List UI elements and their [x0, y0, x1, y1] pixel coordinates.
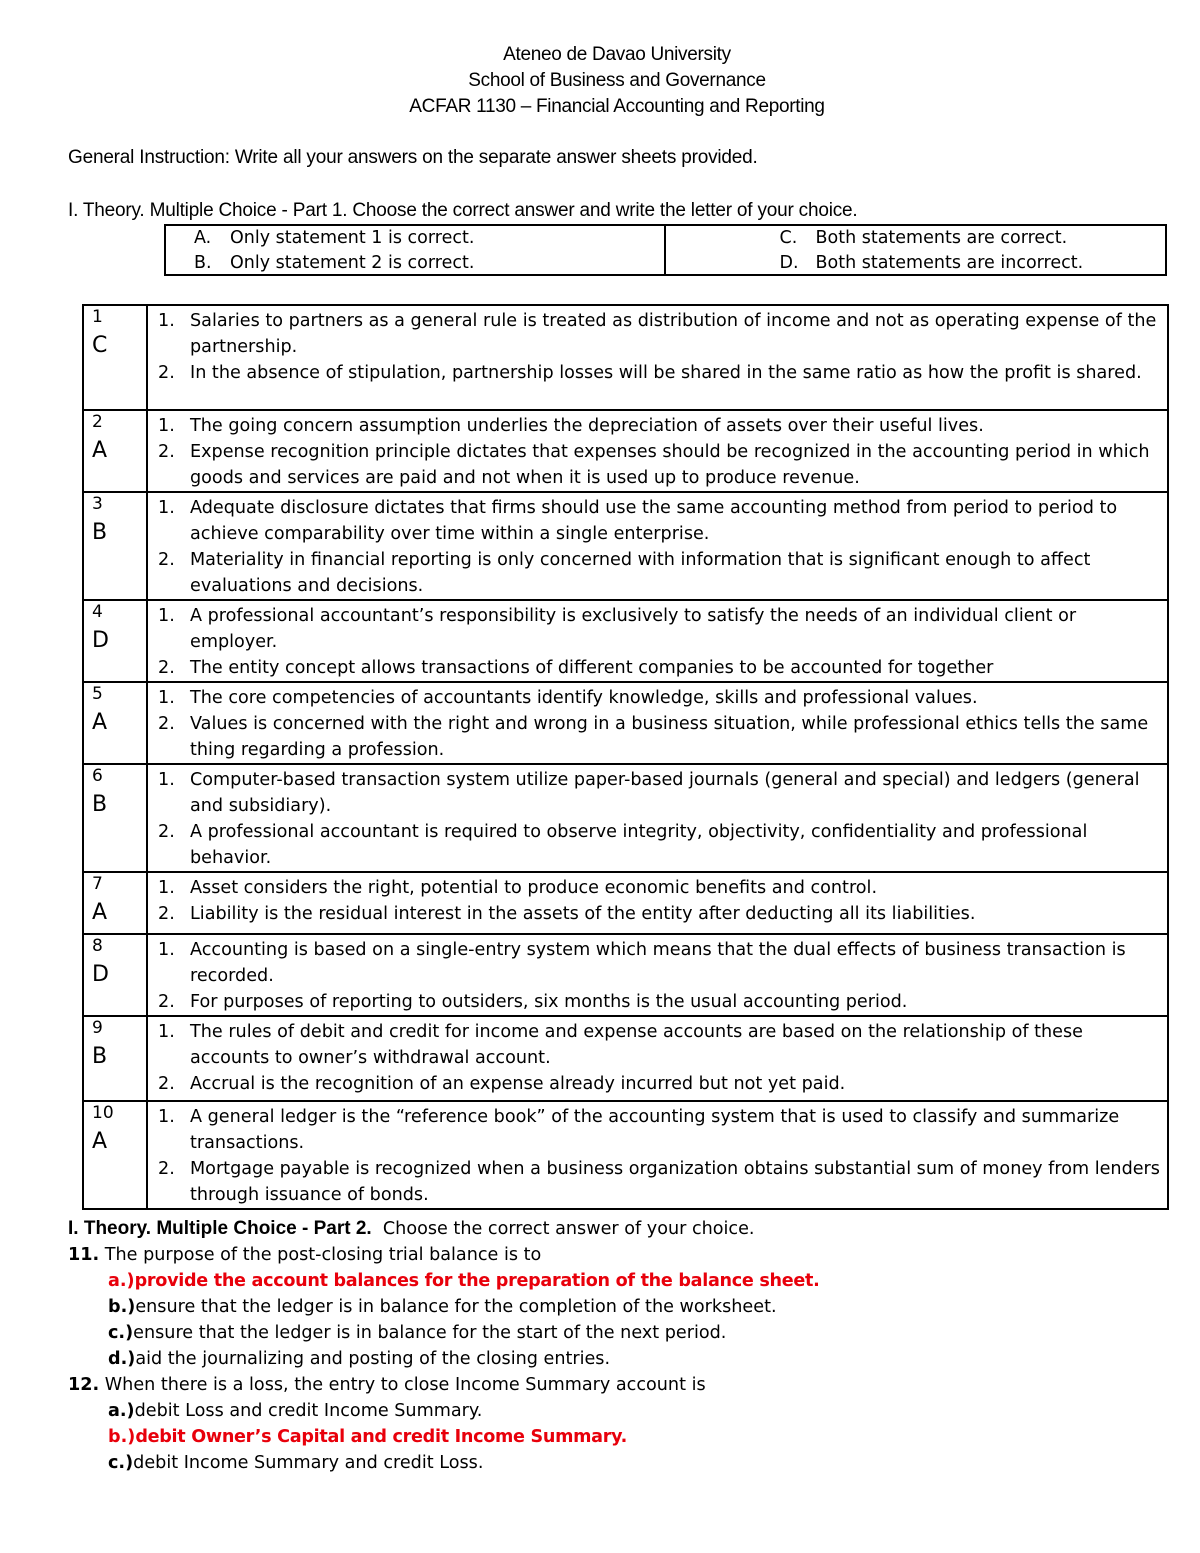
statement-item: 2. Accrual is the recognition of an expense already incurred but not yet paid.	[158, 1074, 846, 1094]
question-answer: D	[92, 628, 109, 653]
question-number: 2	[92, 412, 103, 432]
statement-item: 2. Materiality in financial reporting is only concerned with information that is significant enough to affect evaluations and decisions.	[158, 550, 1091, 596]
question-cell	[83, 600, 147, 682]
statements-cell	[147, 764, 1168, 872]
choice-11-b: b.)ensure that the ledger is in balance for the completion of the worksheet.	[108, 1297, 777, 1317]
statement-item: 1. Computer-based transaction system utilize paper-based journals (general and special) and ledgers (general and subsidiary).	[158, 770, 1140, 816]
part2-section	[68, 1216, 1168, 1476]
document-header	[0, 42, 1200, 120]
choice-12-b: b.)debit Owner’s Capital and credit Income Summary.	[108, 1427, 628, 1447]
statement-item: 2. In the absence of stipulation, partnership losses will be shared in the same ratio as how the profit is shared.	[158, 363, 1142, 383]
table-row	[83, 1016, 1168, 1101]
school-name: School of Business and Governance	[468, 70, 766, 91]
question-cell	[83, 305, 147, 410]
questions-table	[82, 304, 1169, 1210]
legend-column-left	[166, 226, 666, 274]
course-title: ACFAR 1130 – Financial Accounting and Reporting	[409, 96, 825, 117]
question-cell	[83, 764, 147, 872]
question-cell	[83, 682, 147, 764]
statements-cell	[147, 934, 1168, 1016]
question-answer: B	[92, 1044, 108, 1069]
question-cell	[83, 492, 147, 600]
question-answer: A	[92, 710, 108, 735]
statement-item: 2. Values is concerned with the right and wrong in a business situation, while professional ethics tells the same thing regarding a profession.	[158, 714, 1149, 760]
statement-item: 2. Expense recognition principle dictates that expenses should be recognized in the accounting period in which goods and services are paid and not when it is used up to produce revenue.	[158, 442, 1150, 488]
statement-item: 2. The entity concept allows transactions of different companies to be accounted for together	[158, 658, 994, 678]
question-answer: A	[92, 900, 108, 925]
question-cell	[83, 1016, 147, 1101]
question-cell	[83, 410, 147, 492]
choice-12-c: c.)debit Income Summary and credit Loss.	[108, 1453, 484, 1473]
statement-item: 1. A general ledger is the “reference book” of the accounting system that is used to classify and summarize transactions.	[158, 1107, 1120, 1153]
statement-item: 1. Asset considers the right, potential to produce economic benefits and control.	[158, 878, 878, 898]
statement-item: 2. Mortgage payable is recognized when a business organization obtains substantial sum of money from lenders through issuance of bonds.	[158, 1159, 1160, 1205]
question-answer: B	[92, 792, 108, 817]
statements-cell	[147, 410, 1168, 492]
statements-cell	[147, 600, 1168, 682]
question-number: 3	[92, 494, 103, 514]
legend-option-c: C. Both statements are correct.	[779, 228, 1068, 248]
statements-cell	[147, 492, 1168, 600]
question-answer: B	[92, 520, 108, 545]
question-answer: D	[92, 962, 109, 987]
question-cell	[83, 934, 147, 1016]
table-row	[83, 410, 1168, 492]
statement-item: 1. Salaries to partners as a general rule is treated as distribution of income and not as operating expense of the partnership.	[158, 311, 1157, 357]
question-number: 6	[92, 766, 103, 786]
question-number: 7	[92, 874, 103, 894]
question-cell	[83, 872, 147, 934]
question-answer: A	[92, 438, 108, 463]
statement-item: 2. For purposes of reporting to outsiders, six months is the usual accounting period.	[158, 992, 908, 1012]
table-row	[83, 872, 1168, 934]
university-name: Ateneo de Davao University	[503, 44, 731, 65]
question-cell	[83, 1101, 147, 1209]
question-number: 10	[92, 1103, 114, 1123]
choice-11-d: d.)aid the journalizing and posting of the closing entries.	[108, 1349, 611, 1369]
question-number: 5	[92, 684, 103, 704]
question-number: 1	[92, 307, 103, 327]
legend-column-right	[666, 226, 1166, 274]
question-answer: A	[92, 1129, 108, 1154]
statements-cell	[147, 872, 1168, 934]
question-11: 11. The purpose of the post-closing trial balance is to	[68, 1245, 542, 1265]
question-answer: C	[92, 333, 108, 358]
statement-item: 2. Liability is the residual interest in the assets of the entity after deducting all its liabilities.	[158, 904, 976, 924]
statements-cell	[147, 1016, 1168, 1101]
statements-cell	[147, 682, 1168, 764]
statement-item: 1. The rules of debit and credit for income and expense accounts are based on the relationship of these accounts to owner’s withdrawal account.	[158, 1022, 1083, 1068]
table-row	[83, 764, 1168, 872]
question-12: 12. When there is a loss, the entry to close Income Summary account is	[68, 1375, 706, 1395]
general-instruction: General Instruction: Write all your answers on the separate answer sheets provided.	[68, 147, 758, 168]
legend-option-d: D. Both statements are incorrect.	[779, 253, 1084, 273]
statements-cell	[147, 305, 1168, 410]
statement-item: 1. The going concern assumption underlies the depreciation of assets over their useful lives.	[158, 416, 984, 436]
table-row	[83, 305, 1168, 410]
legend-option-b: B. Only statement 2 is correct.	[194, 253, 475, 273]
legend-option-a: A. Only statement 1 is correct.	[194, 228, 475, 248]
statement-item: 1. Adequate disclosure dictates that firms should use the same accounting method from period to period to achieve comparability over time within a single enterprise.	[158, 498, 1118, 544]
question-number: 9	[92, 1018, 103, 1038]
part1-title: I. Theory. Multiple Choice - Part 1. Choose the correct answer and write the letter of your choice.	[68, 200, 858, 221]
choice-11-a: a.)provide the account balances for the preparation of the balance sheet.	[108, 1271, 820, 1291]
choice-12-a: a.)debit Loss and credit Income Summary.	[108, 1401, 483, 1421]
table-row	[83, 492, 1168, 600]
statement-item: 1. Accounting is based on a single-entry system which means that the dual effects of business transaction is recorded.	[158, 940, 1126, 986]
table-row	[83, 934, 1168, 1016]
table-row	[83, 1101, 1168, 1209]
statement-item: 2. A professional accountant is required to observe integrity, objectivity, confidentiality and professional behavior.	[158, 822, 1088, 868]
statement-item: 1. A professional accountant’s responsibility is exclusively to satisfy the needs of an individual client or employer.	[158, 606, 1077, 652]
statement-item: 1. The core competencies of accountants identify knowledge, skills and professional values.	[158, 688, 978, 708]
choice-11-c: c.)ensure that the ledger is in balance for the start of the next period.	[108, 1323, 727, 1343]
part2-title: I. Theory. Multiple Choice - Part 2. Choose the correct answer of your choice.	[68, 1218, 755, 1239]
question-number: 4	[92, 602, 103, 622]
question-number: 8	[92, 936, 103, 956]
statements-cell	[147, 1101, 1168, 1209]
table-row	[83, 600, 1168, 682]
answer-legend	[164, 224, 1167, 276]
table-row	[83, 682, 1168, 764]
